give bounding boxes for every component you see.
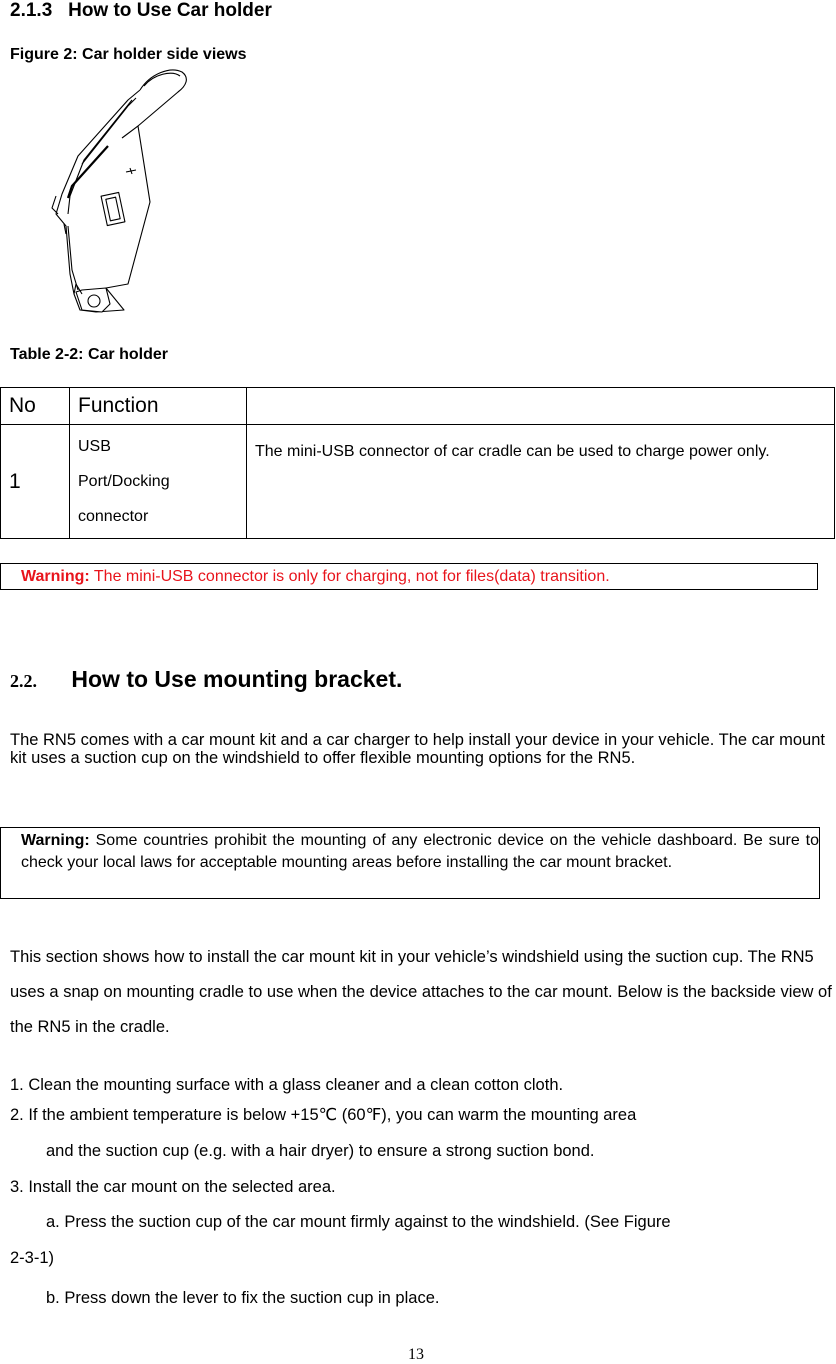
row-function — [70, 425, 247, 539]
step-1: 1. Clean the mounting surface with a glass cleaner and a clean cotton cloth. — [10, 1076, 564, 1094]
step-3a-continued: 2-3-1) — [10, 1249, 55, 1267]
function-line: Port/Docking — [78, 473, 170, 490]
table-row — [1, 425, 835, 539]
step-2-continued: and the suction cup (e.g. with a hair dryer) to ensure a strong suction bond. — [46, 1142, 595, 1160]
figure-caption: Figure 2: Car holder side views — [10, 46, 247, 63]
warning-box-charging — [0, 563, 818, 590]
table-header-row — [1, 388, 835, 425]
warning-label: Warning: — [21, 568, 90, 585]
car-holder-illustration — [32, 64, 190, 316]
warning-label: Warning: — [21, 832, 90, 849]
page-number: 13 — [408, 1346, 424, 1363]
warning-box-laws — [0, 827, 820, 899]
intro-paragraph: The RN5 comes with a car mount kit and a car charger to help install your device in your vehicle. The car mount kit uses a suction cup on the windshield to offer flexible mounting options for the RN5. — [10, 731, 825, 767]
warning-text: The mini-USB connector is only for charging, not for files(data) transition. — [93, 568, 610, 585]
header-function: Function — [70, 388, 247, 425]
section-number: 2.2. — [10, 671, 37, 691]
warning-text: Some countries prohibit the mounting of any electronic device on the vehicle dashboard. Be sure to check your local laws for acceptable mounting areas before installing the car mount bracket. — [21, 832, 819, 871]
step-2: 2. If the ambient temperature is below +15℃ (60℉), you can warm the mounting area — [10, 1106, 637, 1124]
table-caption: Table 2-2: Car holder — [10, 346, 168, 363]
section-title: How to Use mounting bracket. — [71, 666, 403, 692]
car-holder-table — [0, 387, 835, 539]
row-description: The mini-USB connector of car cradle can be used to charge power only. — [247, 425, 835, 539]
step-3b: b. Press down the lever to fix the suction cup in place. — [46, 1289, 440, 1307]
function-line: USB — [78, 438, 111, 455]
row-no: 1 — [1, 425, 70, 539]
function-line: connector — [78, 508, 149, 525]
header-no: No — [1, 388, 70, 425]
step-3: 3. Install the car mount on the selected area. — [10, 1178, 336, 1196]
body-paragraph: This section shows how to install the car mount kit in your vehicle’s windshield using the suction cup. The RN5 uses a snap on mounting cradle to use when the device attaches to the car mount. Below is the backside view of the RN5 in the cradle. — [10, 948, 832, 1036]
step-3a: a. Press the suction cup of the car mount firmly against to the windshield. (See Figure — [46, 1213, 671, 1231]
section-heading-2-2 — [10, 666, 402, 693]
section-heading-2-1-3: 2.1.3 How to Use Car holder — [10, 0, 272, 21]
header-description — [247, 388, 835, 425]
